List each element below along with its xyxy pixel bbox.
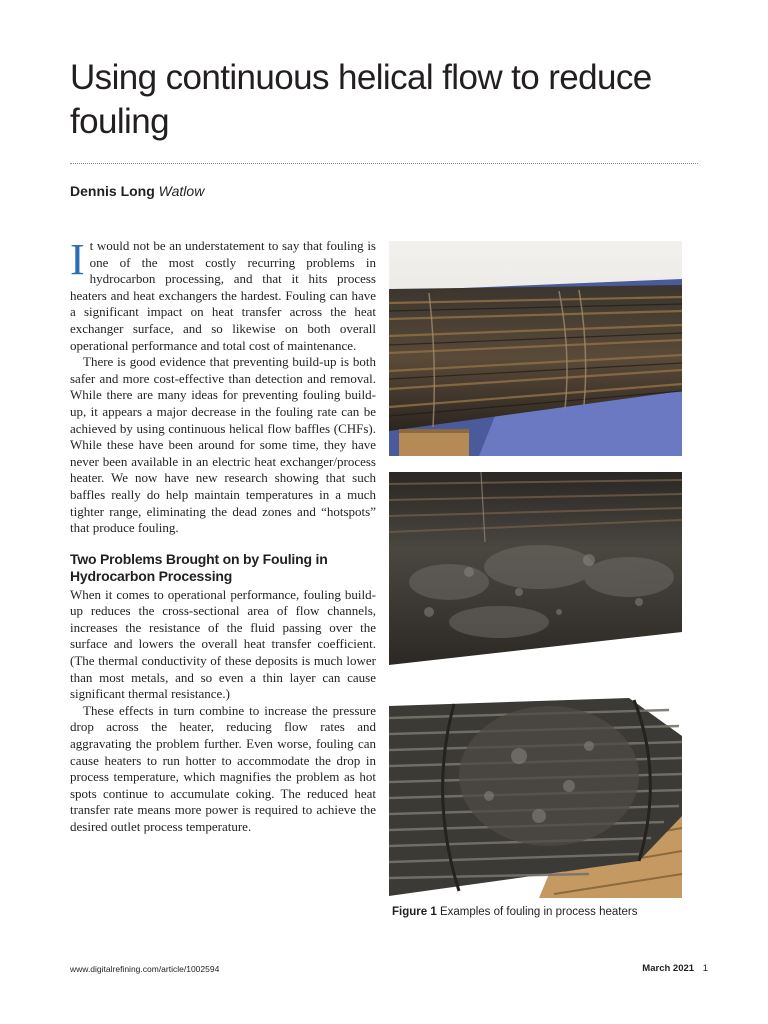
byline bbox=[70, 183, 204, 199]
fouled-heater-photo-1 bbox=[389, 241, 682, 456]
article-body bbox=[70, 235, 376, 836]
author-name: Dennis Long bbox=[70, 183, 155, 199]
section-heading: Two Problems Brought on by Fouling in Hydrocarbon Processing bbox=[70, 550, 328, 584]
footer-url: www.digitalrefining.com/article/1002594 bbox=[70, 964, 220, 974]
title-divider bbox=[70, 163, 698, 164]
footer-date bbox=[642, 963, 708, 974]
fouled-heater-photo-2 bbox=[389, 472, 682, 665]
intro-paragraph-text: t would not be an understatement to say that fouling is one of the most costly recurring problems in hydrocarbon processing, and that it hits process heaters and heat exchangers the hardest. Fouling can have a significant impact on heat transfer across the heat exchanger surface, and so likewise on both overall operational performance and total cost of maintenance. bbox=[70, 238, 376, 353]
body-paragraph: When it comes to operational performance, fouling build-up reduces the cross-sectional area of flow channels, increases the resistance of the fluid passing over the surface and lowers the overall heat transfer coefficient. (The thermal conductivity of these deposits is much lower than most metals, and so even a thin layer can cause significant thermal resistance.) bbox=[70, 586, 376, 702]
figure-caption-text: Examples of fouling in process heaters bbox=[439, 906, 638, 918]
fouled-heater-photo-3 bbox=[389, 696, 682, 898]
figure-label: Figure 1 bbox=[392, 906, 437, 918]
author-organization: Watlow bbox=[158, 183, 205, 199]
article-title: Using continuous helical flow to reduce fouling bbox=[70, 58, 652, 141]
intro-paragraph bbox=[70, 235, 376, 354]
figure-caption bbox=[392, 906, 637, 918]
page-number: 1 bbox=[702, 963, 708, 974]
issue-date: March 2021 bbox=[642, 963, 695, 974]
body-paragraph: These effects in turn combine to increase the pressure drop across the heater, reducing flow rates and aggravating the problem further. Even worse, fouling can cause heaters to run hotter to accommodate the drop in process temperature, which magnifies the problem as hot spots continue to accumulate coking. The reduced heat transfer rate means more power is required to achieve the desired outlet process temperature. bbox=[70, 702, 376, 834]
body-paragraph: There is good evidence that preventing build-up is both safer and more cost-effective than detection and removal. While there are many ideas for preventing fouling build-up, it appears a major decrease in the fouling rate can be achieved by using continuous helical flow baffles (CHFs). While these have been around for some time, they have never been available in an electric heat exchanger/process heater. We now have new research showing that such baffles really do help maintain temperatures in a much tighter range, eliminating the dead zones and “hotspots” that produce fouling. bbox=[70, 354, 376, 536]
drop-cap: I bbox=[70, 235, 85, 284]
